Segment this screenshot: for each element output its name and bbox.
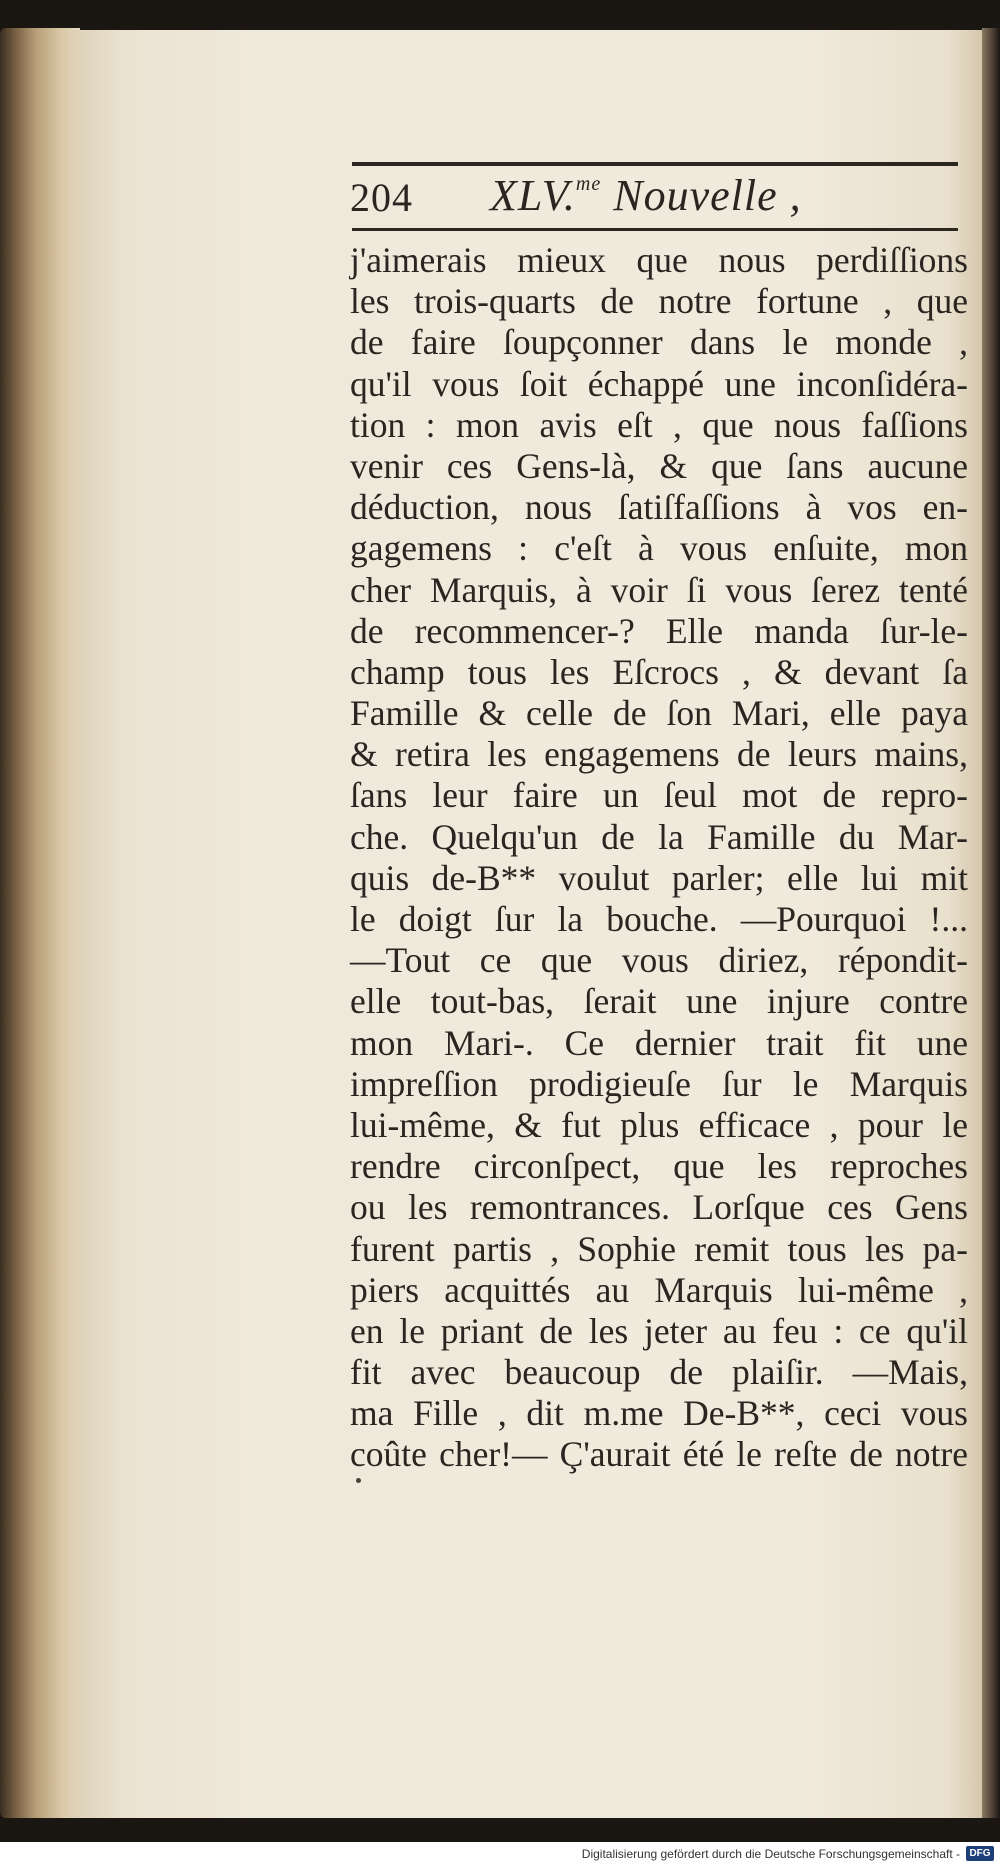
text-line: j'aimerais mieux que nous perdiſſions [350, 240, 968, 280]
text-line: che. Quelqu'un de la Famille du Mar- [350, 816, 968, 857]
text-line: —Tout ce que vous diriez, répondit- [350, 940, 968, 981]
page-header [350, 170, 960, 226]
text-line: ou les remontrances. Lorſque ces Gens [350, 1187, 968, 1228]
book-page-edge-right [982, 28, 1000, 1818]
text-line: rendre circonſpect, que les reproches [350, 1146, 968, 1187]
body-text [350, 240, 968, 1476]
running-title-main: XLV. [490, 171, 576, 220]
running-title [490, 170, 802, 221]
text-line: mon Mari-. Ce dernier trait fit une [350, 1022, 968, 1063]
text-line: elle tout-bas, ſerait une injure contre [350, 981, 968, 1022]
text-line: gagemens : c'eſt à vous enſuite, mon [350, 528, 968, 569]
page-number: 204 [350, 175, 413, 220]
text-line: Famille & celle de ſon Mari, elle paya [350, 693, 968, 734]
text-line: en le priant de les jeter au feu : ce qu'il [350, 1310, 968, 1351]
dfg-logo: DFG [966, 1846, 994, 1861]
header-rule-bottom [352, 228, 958, 231]
digitization-footer [0, 1842, 1000, 1864]
text-line: champ tous les Eſcrocs , & devant ſa [350, 651, 968, 692]
text-line: qu'il vous ſoit échappé une inconſidéra- [350, 363, 968, 404]
text-line: coûte cher!— Ç'aurait été le reſte de notre [350, 1434, 968, 1475]
text-line: ma Fille , dit m.me De-B**, ceci vous [350, 1393, 968, 1434]
text-line: tion : mon avis eſt , que nous faſſions [350, 404, 968, 445]
text-line: le doigt ſur la bouche. —Pourquoi !... [350, 899, 968, 939]
text-line: de faire ſoupçonner dans le monde , [350, 322, 968, 363]
header-rule-top [352, 162, 958, 166]
funding-credit: Digitalisierung gefördert durch die Deutsche Forschungsgemeinschaft - [581, 1847, 960, 1861]
running-title-rest: Nouvelle , [601, 171, 802, 220]
text-line: piers acquittés au Marquis lui-même , [350, 1269, 968, 1310]
text-line: ſans leur faire un ſeul mot de repro- [350, 775, 968, 816]
text-line: les trois-quarts de notre fortune , que [350, 281, 968, 322]
text-line: furent partis , Sophie remit tous les pa- [350, 1228, 968, 1269]
text-line: quis de-B** voulut parler; elle lui mit [350, 857, 968, 898]
text-line: de recommencer-? Elle manda ſur-le- [350, 610, 968, 651]
text-line: fit avec beaucoup de plaiſir. —Mais, [350, 1352, 968, 1393]
book-page-edge-left [0, 28, 80, 1818]
text-line: venir ces Gens-là, & que ſans aucune [350, 445, 968, 486]
text-line: impreſſion prodigieuſe ſur le Marquis [350, 1063, 968, 1104]
text-line: déduction, nous ſatiſfaſſions à vos en- [350, 487, 968, 528]
text-line: & retira les engagemens de leurs mains, [350, 734, 968, 775]
ink-speck [356, 1478, 361, 1483]
text-line: cher Marquis, à voir ſi vous ſerez tenté [350, 569, 968, 610]
running-title-superscript: me [575, 173, 602, 195]
text-line: lui-même, & fut plus efficace , pour le [350, 1104, 968, 1145]
